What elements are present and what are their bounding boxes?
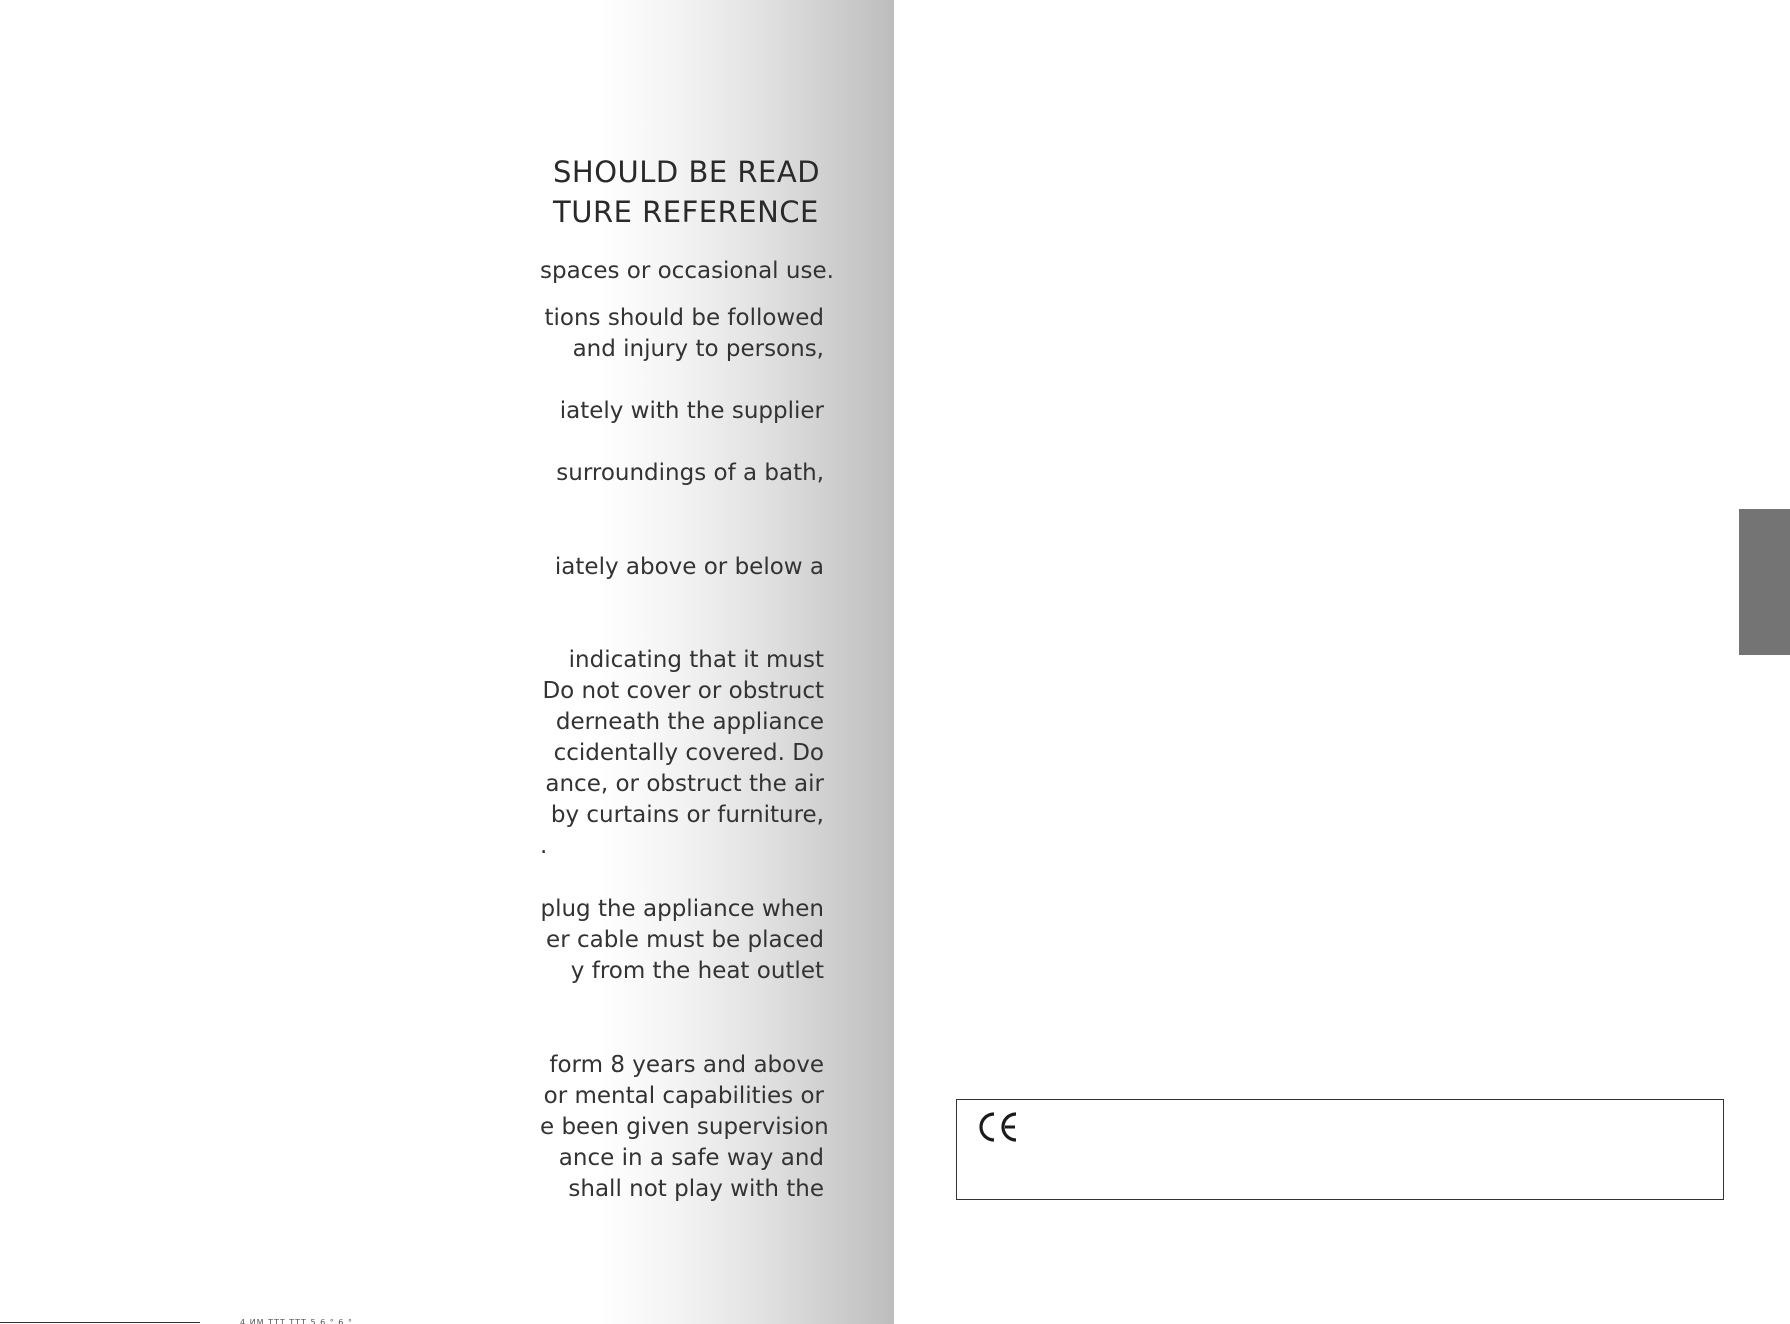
text-line: surroundings of a bath, [556,460,824,486]
paragraph-1 [540,256,834,287]
text-line: form 8 years and above [549,1052,824,1078]
text-line: derneath the appliance [555,709,824,735]
ce-certification-box [956,1099,1724,1200]
heading-line-1: SHOULD BE READ [553,155,821,189]
ce-mark-icon [975,1110,1019,1144]
paragraph-3 [540,396,824,427]
text-line: spaces or occasional use. [540,258,834,284]
text-line: indicating that it must [568,647,824,673]
footer-text: 4 ИМ ТТТ ТТТ 5 6 ° 6 ° [240,1318,353,1324]
text-line: Do not cover or obstruct [542,678,824,704]
text-line: y from the heat outlet [570,958,824,984]
paragraph-2 [540,303,824,365]
text-line: e been given supervision [540,1114,829,1140]
text-line: ccidentally covered. Do [553,740,824,766]
text-line: er cable must be placed [546,927,824,953]
paragraph-7 [540,894,824,987]
text-line: iately with the supplier [559,398,824,424]
paragraph-4 [540,458,824,489]
text-line: tions should be followed [544,305,824,331]
text-line: by curtains or furniture, [550,802,824,828]
text-line: plug the appliance when [540,896,824,922]
paragraph-8 [540,1050,829,1205]
section-tab [1739,509,1790,655]
footer-rule [0,1322,200,1323]
text-line: and injury to persons, [572,336,824,362]
right-page [894,0,1790,1324]
left-page [0,0,894,1324]
safety-heading [553,152,823,232]
heading-line-2: TURE REFERENCE [553,195,819,229]
text-line: ance in a safe way and [558,1145,824,1171]
text-line: . [540,833,548,859]
text-line: or mental capabilities or [543,1083,824,1109]
paragraph-5 [540,552,824,583]
text-line: ance, or obstruct the air [545,771,824,797]
text-line: iately above or below a [554,554,824,580]
text-line: shall not play with the [568,1176,824,1202]
paragraph-6 [540,645,824,862]
